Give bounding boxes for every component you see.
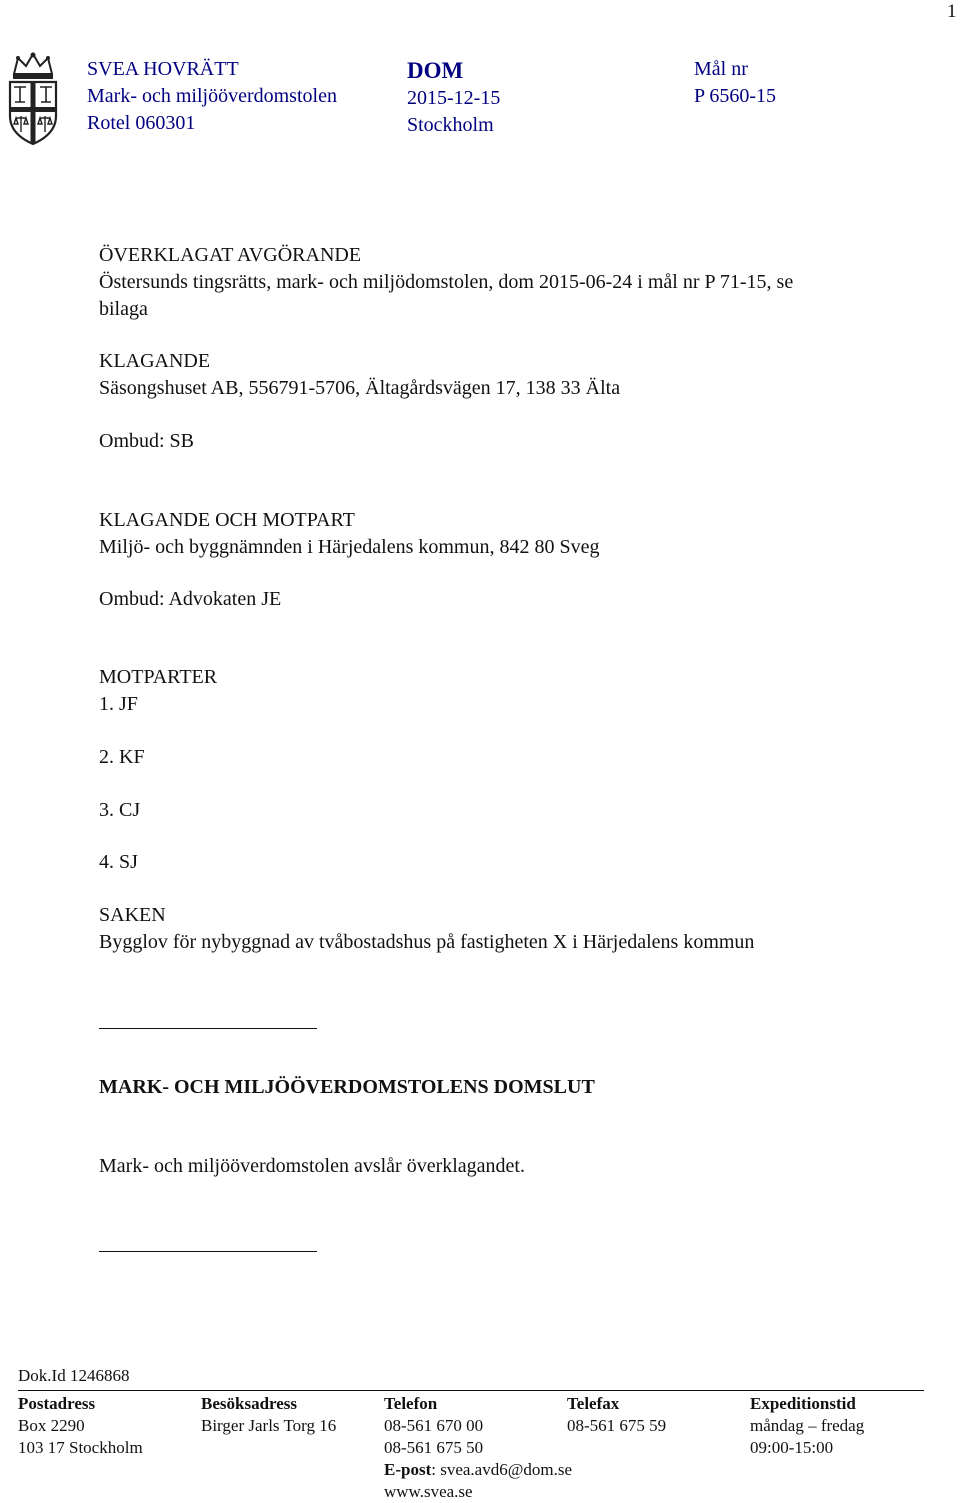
email-address[interactable]: : svea.avd6@dom.se <box>431 1460 572 1479</box>
document-date: 2015-12-15 <box>407 87 501 109</box>
document-type-block <box>407 56 500 139</box>
court-name-block <box>87 56 337 137</box>
footer-line: måndag – fredag <box>750 1416 865 1435</box>
footer-heading: Postadress <box>18 1394 96 1413</box>
divider-rule <box>99 1251 317 1252</box>
klagande-ombud: Ombud: SB <box>99 430 195 452</box>
coat-of-arms-logo <box>4 52 62 148</box>
footer-heading: Expeditionstid <box>750 1394 856 1413</box>
footer-website[interactable]: www.svea.se <box>384 1482 473 1501</box>
section-overklagat <box>99 242 919 323</box>
section-text: Miljö- och byggnämnden i Härjedalens kommun, 842 80 Sveg <box>99 536 600 558</box>
section-klagande <box>99 348 919 402</box>
domslut-text: Mark- och miljööverdomstolen avslår överklagandet. <box>99 1155 525 1177</box>
section-text: Östersunds tingsrätts, mark- och miljödomstolen, dom 2015-06-24 i mål nr P 71-15, se <box>99 271 794 293</box>
section-text: Bygglov för nybyggnad av tvåbostadshus på fastigheten X i Härjedalens kommun <box>99 931 755 953</box>
document-type: DOM <box>407 58 464 83</box>
footer-line: 08-561 675 59 <box>567 1416 667 1435</box>
section-klagande-och-motpart <box>99 507 919 561</box>
footer-line: 08-561 670 00 <box>384 1416 484 1435</box>
section-heading: KLAGANDE OCH MOTPART <box>99 509 355 531</box>
section-motparter-heading: MOTPARTER <box>99 666 218 688</box>
court-name: SVEA HOVRÄTT <box>87 58 239 80</box>
section-heading: KLAGANDE <box>99 350 211 372</box>
section-text: Säsongshuset AB, 556791-5706, Ältagårdsvägen 17, 138 33 Älta <box>99 377 621 399</box>
case-number-block <box>694 56 776 110</box>
footer-telefon <box>384 1393 572 1503</box>
footer-line: 103 17 Stockholm <box>18 1438 143 1457</box>
page-number: 1 <box>947 1 957 22</box>
document-place: Stockholm <box>407 114 494 136</box>
footer-besoksadress <box>201 1393 336 1437</box>
footer-telefax <box>567 1393 666 1437</box>
motpart-item: 1. JF <box>99 693 138 715</box>
footer-heading: Besöksadress <box>201 1394 298 1413</box>
email-label: E-post <box>384 1460 432 1479</box>
footer-postadress <box>18 1393 143 1459</box>
court-division: Mark- och miljööverdomstolen <box>87 85 337 107</box>
footer-line: Box 2290 <box>18 1416 85 1435</box>
motpart-item: 4. SJ <box>99 851 138 873</box>
section-text: bilaga <box>99 298 148 320</box>
footer-expeditionstid <box>750 1393 864 1459</box>
footer-line: Birger Jarls Torg 16 <box>201 1416 337 1435</box>
section-saken <box>99 902 919 956</box>
motpart-item: 3. CJ <box>99 799 141 821</box>
case-label: Mål nr <box>694 58 748 80</box>
footer-line: 08-561 675 50 <box>384 1438 484 1457</box>
section-heading: ÖVERKLAGAT AVGÖRANDE <box>99 244 362 266</box>
footer-email <box>384 1459 572 1481</box>
court-rotel: Rotel 060301 <box>87 112 196 134</box>
footer-heading: Telefax <box>567 1394 620 1413</box>
case-number: P 6560-15 <box>694 85 777 107</box>
footer-rule <box>18 1390 924 1391</box>
motpart-item: 2. KF <box>99 746 145 768</box>
footer-line: 09:00-15:00 <box>750 1438 834 1457</box>
document-id: Dok.Id 1246868 <box>18 1366 130 1385</box>
section-heading: SAKEN <box>99 904 166 926</box>
divider-rule <box>99 1028 317 1029</box>
domslut-heading: MARK- OCH MILJÖÖVERDOMSTOLENS DOMSLUT <box>99 1076 595 1098</box>
klagande-motpart-ombud: Ombud: Advokaten JE <box>99 588 282 610</box>
footer-heading: Telefon <box>384 1394 438 1413</box>
